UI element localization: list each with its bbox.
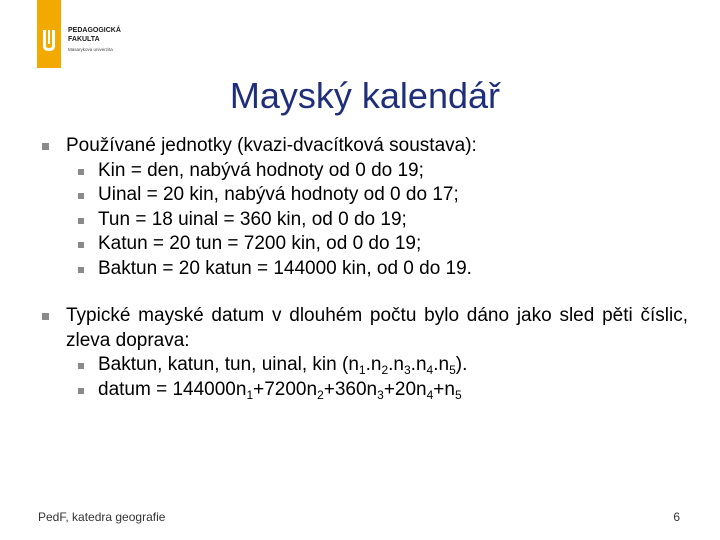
sub-bullet-katun bbox=[38, 232, 688, 257]
sub-bullet-order bbox=[38, 353, 688, 378]
sub-bullet-marker bbox=[78, 267, 84, 273]
bullet-units bbox=[38, 134, 688, 159]
logo-line-2: FAKULTA bbox=[68, 36, 100, 43]
sub-bullet-marker bbox=[78, 242, 84, 248]
sub-bullet-uinal bbox=[38, 183, 688, 208]
slide-title-text: Mayský kalendář bbox=[229, 75, 500, 116]
faculty-logo bbox=[37, 0, 137, 68]
sub-bullet-marker bbox=[78, 218, 84, 224]
sub-bullet-marker bbox=[78, 169, 84, 175]
bullet-long-count bbox=[38, 304, 688, 353]
bullet-long-count-text: Typické mayské datum v dlouhém počtu bylo dáno jako sled pěti číslic, zleva doprava: bbox=[66, 305, 688, 351]
sub-bullet-text: Kin = den, nabývá hodnoty od 0 do 19; bbox=[98, 159, 424, 181]
sub-bullet-marker bbox=[78, 388, 84, 394]
sub-bullet-marker bbox=[78, 193, 84, 199]
sub-bullet-formula bbox=[38, 378, 688, 403]
logo-line-3: Masarykova univerzita bbox=[68, 47, 113, 52]
page-number: 6 bbox=[673, 510, 680, 524]
bullet-marker bbox=[42, 313, 49, 320]
spacer bbox=[38, 281, 688, 304]
bullet-marker bbox=[42, 143, 49, 150]
sub-bullet-text: Katun = 20 tun = 7200 kin, od 0 do 19; bbox=[98, 233, 422, 254]
logo-text bbox=[68, 26, 121, 54]
sub-bullet-text: Baktun, katun, tun, uinal, kin $(n_1.n_2.n_3.n_4.n_5)$. bbox=[98, 354, 468, 377]
sub-bullet-kin bbox=[38, 159, 688, 184]
sub-bullet-marker bbox=[78, 363, 84, 369]
logo-line-1: PEDAGOGICKÁ bbox=[68, 27, 121, 34]
faculty-logo-icon bbox=[37, 0, 61, 68]
sub-bullet-text: Uinal = 20 kin, nabývá hodnoty od 0 do 17; bbox=[98, 184, 459, 205]
slide-title bbox=[0, 74, 710, 118]
bullet-units-text: Používané jednotky (kvazi-dvacítková soustava): bbox=[66, 135, 477, 156]
slide-content bbox=[38, 134, 688, 402]
sub-bullet-text: datum = $144000n_1+7200n_2+360n_3+20n_4+n_5$ bbox=[98, 378, 462, 402]
sub-bullet-text: Tun = 18 uinal = 360 kin, od 0 do 19; bbox=[98, 208, 407, 230]
sub-bullet-tun bbox=[38, 208, 688, 233]
sub-bullet-text: Baktun = 20 katun = 144000 kin, od 0 do 19. bbox=[98, 257, 472, 279]
footer-department: PedF, katedra geografie bbox=[38, 510, 166, 524]
sub-bullet-baktun bbox=[38, 257, 688, 282]
